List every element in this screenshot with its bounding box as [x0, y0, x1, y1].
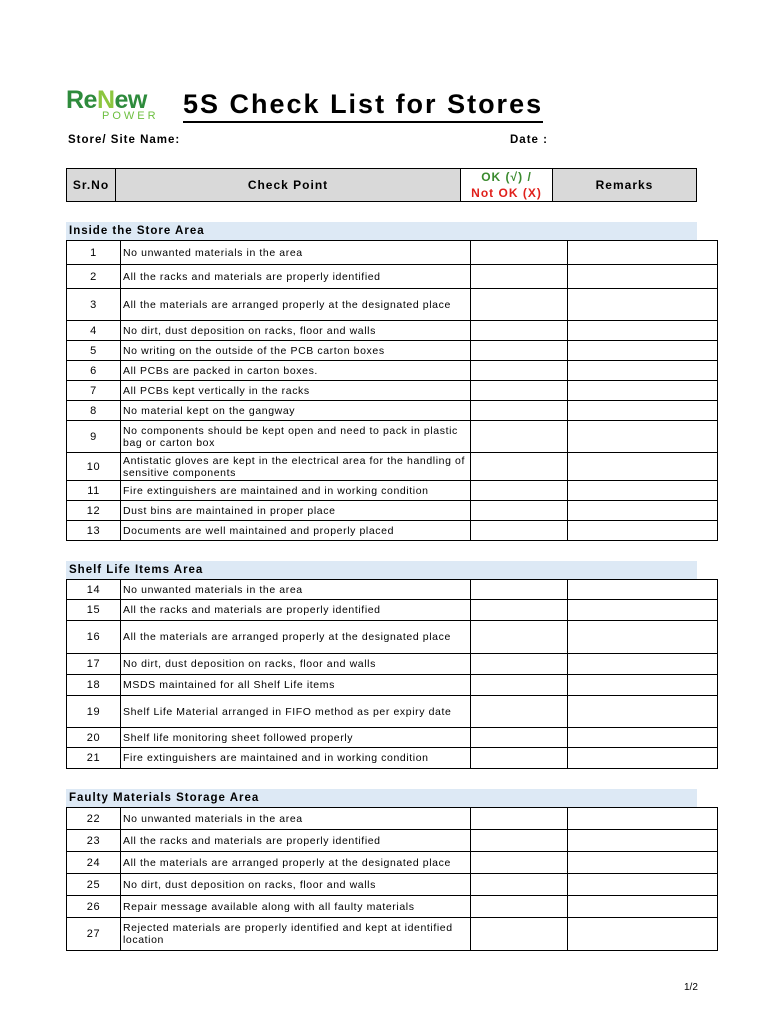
row-check-point: No dirt, dust deposition on racks, floor and walls: [121, 654, 471, 675]
row-sr-no: 5: [67, 341, 121, 361]
row-remarks-cell[interactable]: [568, 675, 718, 696]
row-ok-status-cell[interactable]: [471, 896, 568, 918]
row-ok-status-cell[interactable]: [471, 361, 568, 381]
row-remarks-cell[interactable]: [568, 654, 718, 675]
row-sr-no: 27: [67, 918, 121, 951]
row-remarks-cell[interactable]: [568, 453, 718, 481]
logo-word: ReNew: [66, 86, 147, 114]
row-ok-status-cell[interactable]: [471, 289, 568, 321]
table-row: [67, 265, 718, 289]
table-row: [67, 654, 718, 675]
checklist-table: [66, 240, 718, 541]
row-sr-no: 7: [67, 381, 121, 401]
table-row: [67, 341, 718, 361]
header-check-point: Check Point: [116, 169, 461, 201]
row-sr-no: 26: [67, 896, 121, 918]
row-check-point: No writing on the outside of the PCB carton boxes: [121, 341, 471, 361]
table-row: [67, 241, 718, 265]
row-ok-status-cell[interactable]: [471, 321, 568, 341]
section-inside-store: [66, 222, 697, 541]
renew-power-logo: [66, 86, 170, 126]
row-ok-status-cell[interactable]: [471, 600, 568, 621]
row-remarks-cell[interactable]: [568, 874, 718, 896]
table-row: [67, 453, 718, 481]
row-sr-no: 11: [67, 481, 121, 501]
row-remarks-cell[interactable]: [568, 808, 718, 830]
section-title: Faulty Materials Storage Area: [66, 789, 697, 807]
row-sr-no: 2: [67, 265, 121, 289]
row-ok-status-cell[interactable]: [471, 918, 568, 951]
row-ok-status-cell[interactable]: [471, 580, 568, 600]
row-remarks-cell[interactable]: [568, 501, 718, 521]
table-row: [67, 852, 718, 874]
row-ok-status-cell[interactable]: [471, 675, 568, 696]
table-row: [67, 401, 718, 421]
row-check-point: MSDS maintained for all Shelf Life items: [121, 675, 471, 696]
row-remarks-cell[interactable]: [568, 918, 718, 951]
row-sr-no: 21: [67, 748, 121, 769]
store-site-label: Store/ Site Name:: [68, 134, 181, 146]
row-sr-no: 6: [67, 361, 121, 381]
row-check-point: All PCBs are packed in carton boxes.: [121, 361, 471, 381]
row-check-point: Repair message available along with all faulty materials: [121, 896, 471, 918]
row-remarks-cell[interactable]: [568, 696, 718, 728]
row-ok-status-cell[interactable]: [471, 621, 568, 654]
row-ok-status-cell[interactable]: [471, 401, 568, 421]
row-ok-status-cell[interactable]: [471, 265, 568, 289]
row-remarks-cell[interactable]: [568, 421, 718, 453]
row-remarks-cell[interactable]: [568, 241, 718, 265]
row-ok-status-cell[interactable]: [471, 501, 568, 521]
row-ok-status-cell[interactable]: [471, 341, 568, 361]
table-row: [67, 521, 718, 541]
row-check-point: All PCBs kept vertically in the racks: [121, 381, 471, 401]
page-title: 5S Check List for Stores: [183, 88, 543, 123]
row-sr-no: 8: [67, 401, 121, 421]
table-row: [67, 289, 718, 321]
table-row: [67, 321, 718, 341]
row-check-point: Shelf Life Material arranged in FIFO method as per expiry date: [121, 696, 471, 728]
table-row: [67, 421, 718, 453]
row-check-point: All the racks and materials are properly identified: [121, 265, 471, 289]
row-ok-status-cell[interactable]: [471, 453, 568, 481]
row-remarks-cell[interactable]: [568, 600, 718, 621]
row-sr-no: 9: [67, 421, 121, 453]
row-check-point: All the materials are arranged properly at the designated place: [121, 852, 471, 874]
row-remarks-cell[interactable]: [568, 289, 718, 321]
row-check-point: No components should be kept open and need to pack in plastic bag or carton box: [121, 421, 471, 453]
row-ok-status-cell[interactable]: [471, 830, 568, 852]
row-sr-no: 1: [67, 241, 121, 265]
table-row: [67, 896, 718, 918]
table-row: [67, 830, 718, 852]
row-sr-no: 4: [67, 321, 121, 341]
table-row: [67, 874, 718, 896]
row-sr-no: 3: [67, 289, 121, 321]
row-sr-no: 18: [67, 675, 121, 696]
row-check-point: Shelf life monitoring sheet followed properly: [121, 728, 471, 748]
row-ok-status-cell[interactable]: [471, 696, 568, 728]
row-sr-no: 16: [67, 621, 121, 654]
logo-subtitle: POWER: [102, 110, 159, 122]
row-check-point: Rejected materials are properly identified and kept at identified location: [121, 918, 471, 951]
row-remarks-cell[interactable]: [568, 341, 718, 361]
row-sr-no: 10: [67, 453, 121, 481]
row-check-point: Fire extinguishers are maintained and in working condition: [121, 481, 471, 501]
section-faulty-materials: [66, 789, 697, 951]
table-row: [67, 748, 718, 769]
table-row: [67, 675, 718, 696]
row-remarks-cell[interactable]: [568, 621, 718, 654]
row-check-point: All the racks and materials are properly identified: [121, 600, 471, 621]
row-check-point: No dirt, dust deposition on racks, floor and walls: [121, 321, 471, 341]
table-row: [67, 918, 718, 951]
table-row: [67, 808, 718, 830]
table-row: [67, 728, 718, 748]
header-remarks: Remarks: [595, 178, 654, 192]
row-check-point: No unwanted materials in the area: [121, 808, 471, 830]
row-remarks-cell[interactable]: [568, 401, 718, 421]
checklist-table: [66, 807, 718, 951]
row-check-point: No unwanted materials in the area: [121, 580, 471, 600]
header-ok: OK (√) /: [481, 170, 532, 184]
table-row: [67, 580, 718, 600]
table-row: [67, 621, 718, 654]
checklist-header: [66, 168, 697, 202]
row-sr-no: 20: [67, 728, 121, 748]
row-check-point: All the materials are arranged properly at the designated place: [121, 289, 471, 321]
row-ok-status-cell[interactable]: [471, 654, 568, 675]
row-remarks-cell[interactable]: [568, 748, 718, 769]
row-remarks-cell[interactable]: [568, 728, 718, 748]
row-check-point: All the materials are arranged properly at the designated place: [121, 621, 471, 654]
row-remarks-cell[interactable]: [568, 481, 718, 501]
row-check-point: Antistatic gloves are kept in the electrical area for the handling of sensitive components: [121, 453, 471, 481]
table-row: [67, 381, 718, 401]
row-sr-no: 15: [67, 600, 121, 621]
row-ok-status-cell[interactable]: [471, 748, 568, 769]
section-title: Inside the Store Area: [66, 222, 697, 240]
row-check-point: No material kept on the gangway: [121, 401, 471, 421]
page-number: 1/2: [684, 982, 698, 993]
row-remarks-cell[interactable]: [568, 580, 718, 600]
row-check-point: All the racks and materials are properly identified: [121, 830, 471, 852]
row-sr-no: 12: [67, 501, 121, 521]
row-ok-status-cell[interactable]: [471, 521, 568, 541]
row-ok-status-cell[interactable]: [471, 381, 568, 401]
row-remarks-cell[interactable]: [568, 896, 718, 918]
table-row: [67, 501, 718, 521]
row-sr-no: 22: [67, 808, 121, 830]
row-sr-no: 19: [67, 696, 121, 728]
row-sr-no: 13: [67, 521, 121, 541]
row-check-point: No dirt, dust deposition on racks, floor and walls: [121, 874, 471, 896]
row-remarks-cell[interactable]: [568, 521, 718, 541]
table-row: [67, 600, 718, 621]
row-check-point: Documents are well maintained and properly placed: [121, 521, 471, 541]
table-row: [67, 361, 718, 381]
row-remarks-cell[interactable]: [568, 852, 718, 874]
row-check-point: Fire extinguishers are maintained and in working condition: [121, 748, 471, 769]
row-check-point: No unwanted materials in the area: [121, 241, 471, 265]
row-sr-no: 17: [67, 654, 121, 675]
checklist-table: [66, 579, 718, 769]
header-srno: Sr.No: [67, 169, 116, 201]
section-shelf-life: [66, 561, 697, 769]
row-sr-no: 24: [67, 852, 121, 874]
row-ok-status-cell[interactable]: [471, 874, 568, 896]
row-ok-status-cell[interactable]: [471, 481, 568, 501]
row-ok-status-cell[interactable]: [471, 852, 568, 874]
section-title: Shelf Life Items Area: [66, 561, 697, 579]
header-not-ok: Not OK (X): [471, 186, 542, 200]
table-row: [67, 696, 718, 728]
row-remarks-cell[interactable]: [568, 321, 718, 341]
row-sr-no: 23: [67, 830, 121, 852]
header-ok-notok: [461, 169, 553, 201]
row-check-point: Dust bins are maintained in proper place: [121, 501, 471, 521]
row-remarks-cell[interactable]: [568, 830, 718, 852]
row-ok-status-cell[interactable]: [471, 421, 568, 453]
row-remarks-cell[interactable]: [568, 361, 718, 381]
row-ok-status-cell[interactable]: [471, 241, 568, 265]
row-sr-no: 14: [67, 580, 121, 600]
row-remarks-cell[interactable]: [568, 265, 718, 289]
table-row: [67, 481, 718, 501]
row-sr-no: 25: [67, 874, 121, 896]
row-ok-status-cell[interactable]: [471, 808, 568, 830]
row-remarks-cell[interactable]: [568, 381, 718, 401]
row-ok-status-cell[interactable]: [471, 728, 568, 748]
date-label: Date :: [510, 134, 548, 146]
